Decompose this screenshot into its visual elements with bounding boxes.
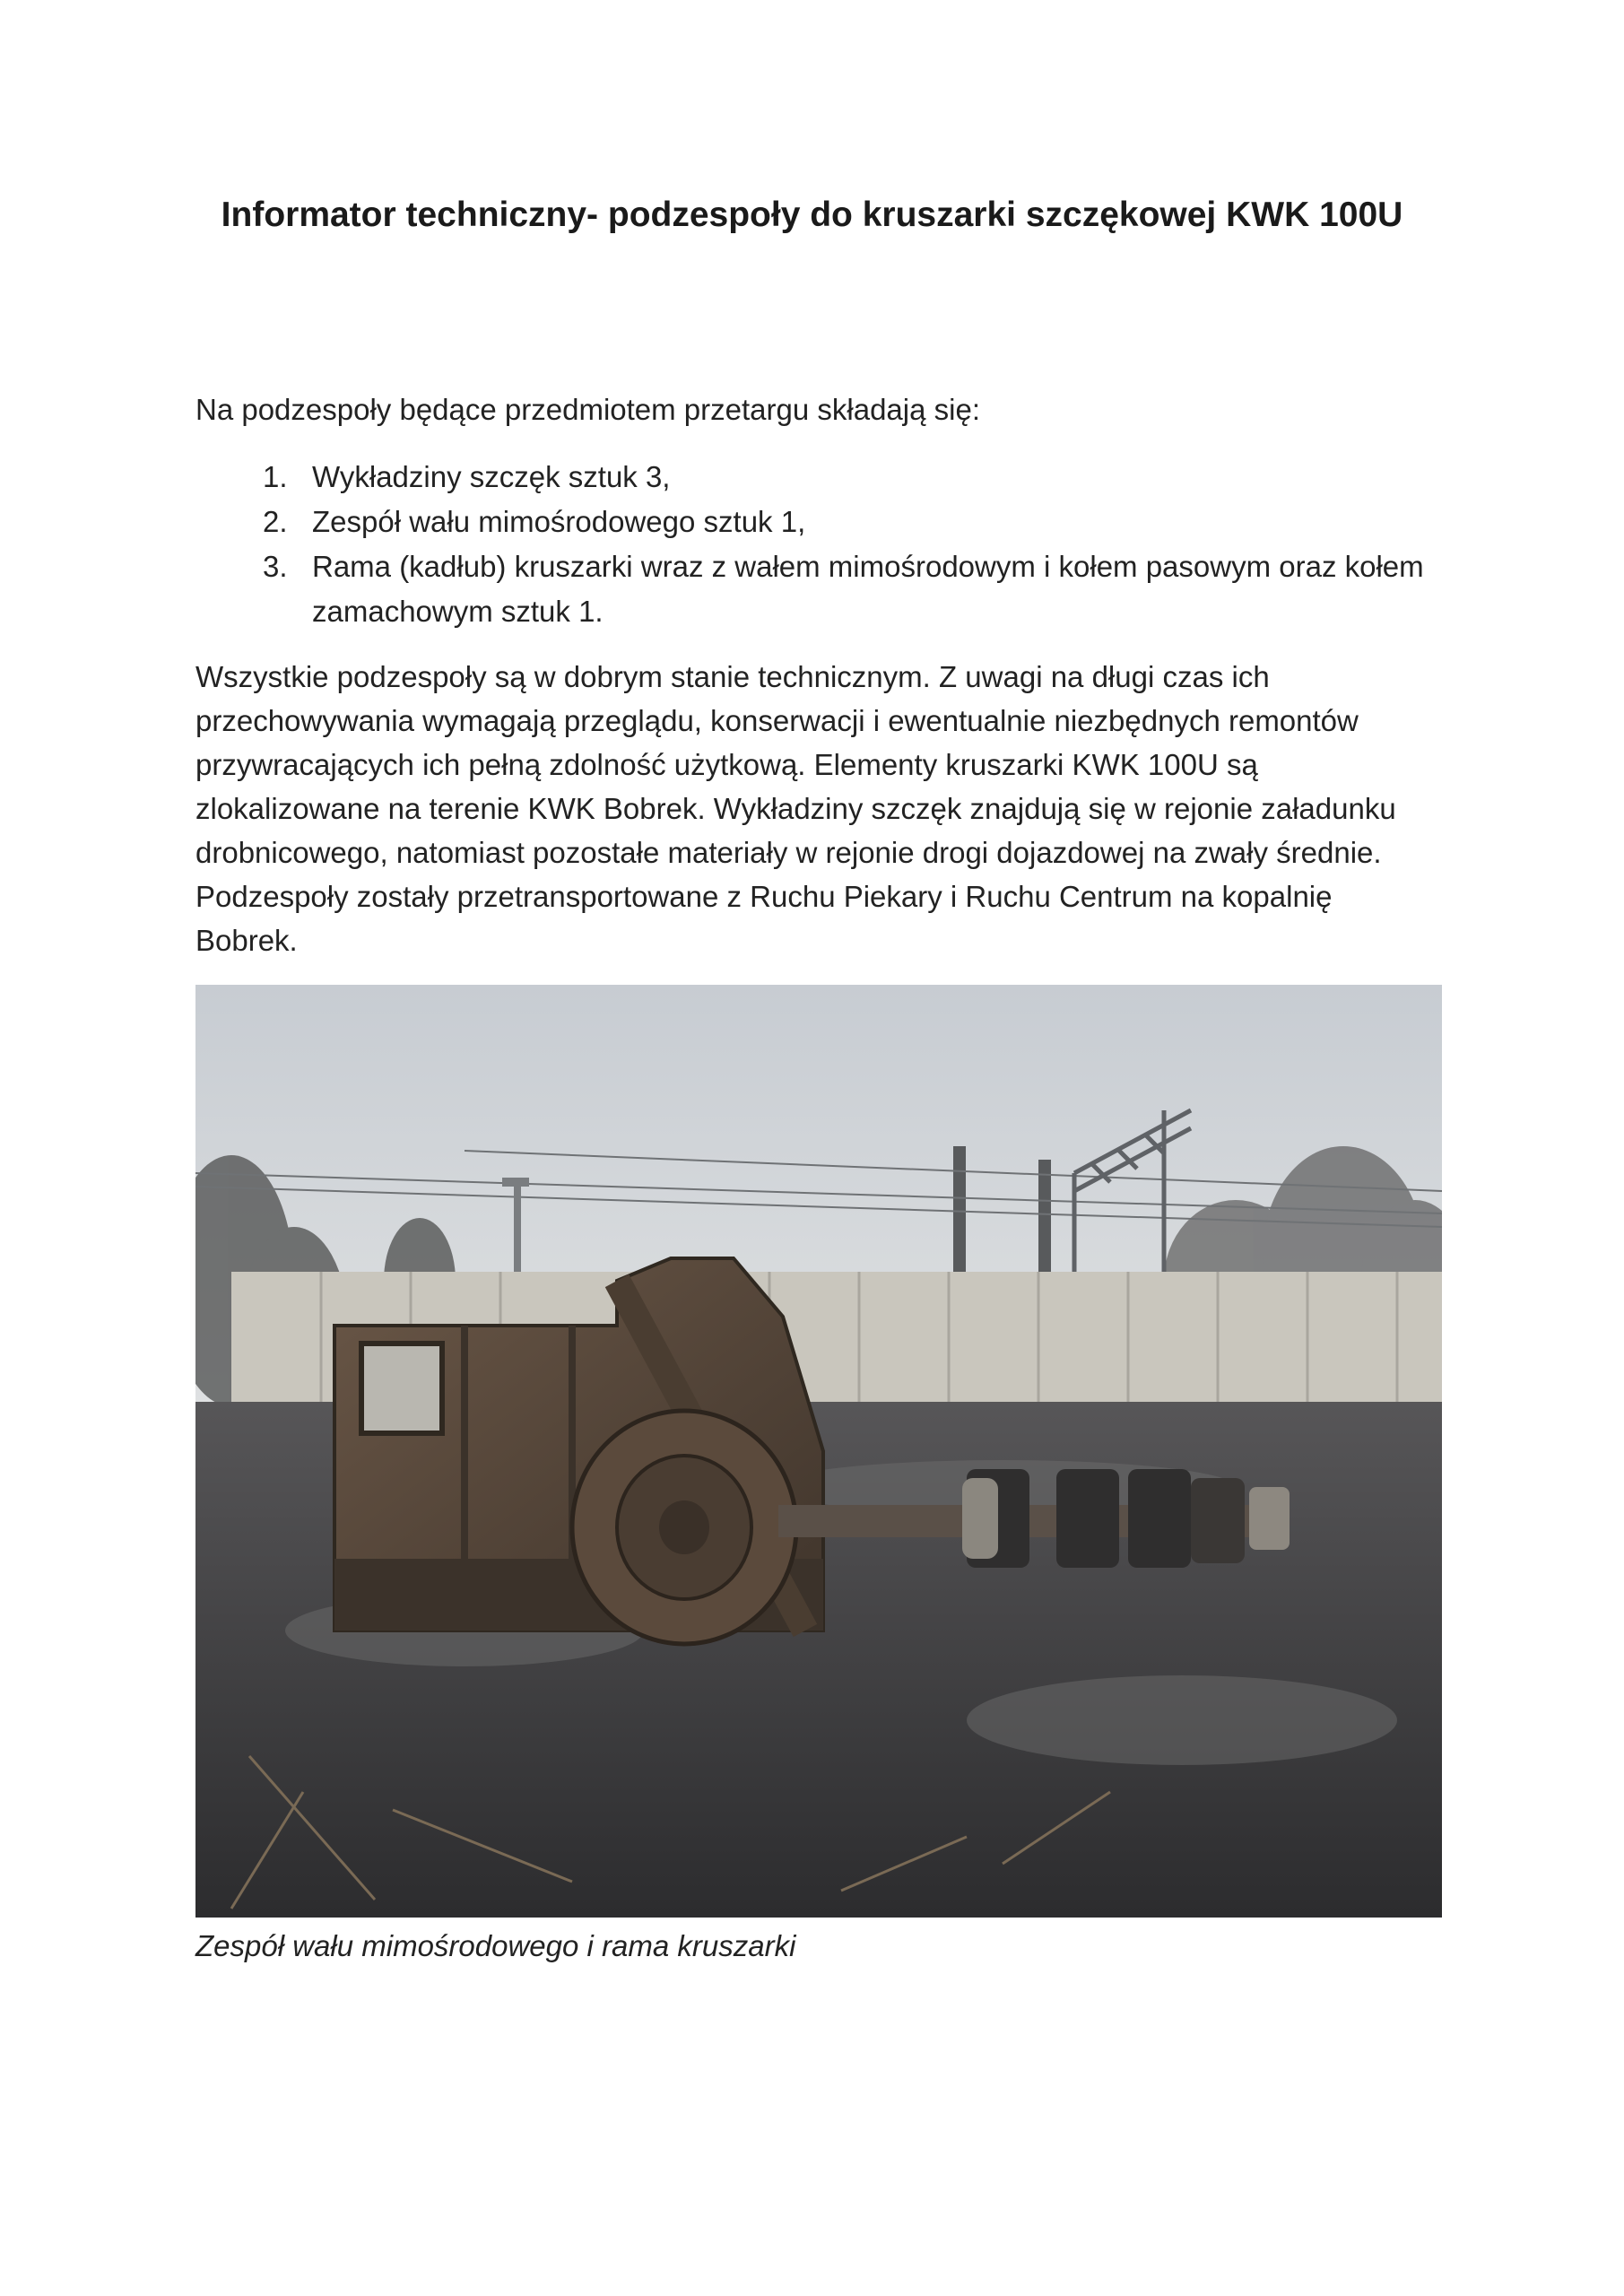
list-item-number: 1. [263, 460, 288, 493]
list-item [195, 544, 1433, 634]
list-item [195, 455, 1433, 500]
list-item-text: Zespół wału mimośrodowego sztuk 1, [312, 505, 806, 538]
photo-caption: Zespół wału mimośrodowego i rama kruszarki [195, 1929, 796, 1962]
crusher-photo [195, 985, 1442, 1918]
parts-list [195, 455, 1433, 634]
document-title: Informator techniczny- podzespoły do kruszarki szczękowej KWK 100U [221, 196, 1403, 234]
intro-text: Na podzespoły będące przedmiotem przetargu składają się: [195, 393, 980, 426]
flywheel [572, 1411, 796, 1644]
list-item [195, 500, 1433, 544]
list-item-number: 2. [263, 505, 288, 538]
list-item-text: Rama (kadłub) kruszarki wraz z wałem mimośrodowym i kołem pasowym oraz kołem zamachowym sztuk 1. [312, 550, 1424, 628]
list-item-text: Wykładziny szczęk sztuk 3, [312, 460, 671, 493]
list-item-number: 3. [263, 550, 288, 583]
description-paragraph: Wszystkie podzespoły są w dobrym stanie technicznym. Z uwagi na długi czas ich przechowywania wymagają przeglądu, konserwacji i ewentualnie niezbędnych remontów przywracających ich pełną zdolność użytkową. Elementy kruszarki KWK 100U są zlokalizowane na terenie KWK Bobrek. Wykładziny szczęk znajdują się w rejonie załadunku drobnicowego, natomiast pozostałe materiały w rejonie drogi dojazdowej na zwały średnie. Podzespoły zostały przetransportowane z Ruchu Piekary i Ruchu Centrum na kopalnię Bobrek. [195, 660, 1396, 957]
